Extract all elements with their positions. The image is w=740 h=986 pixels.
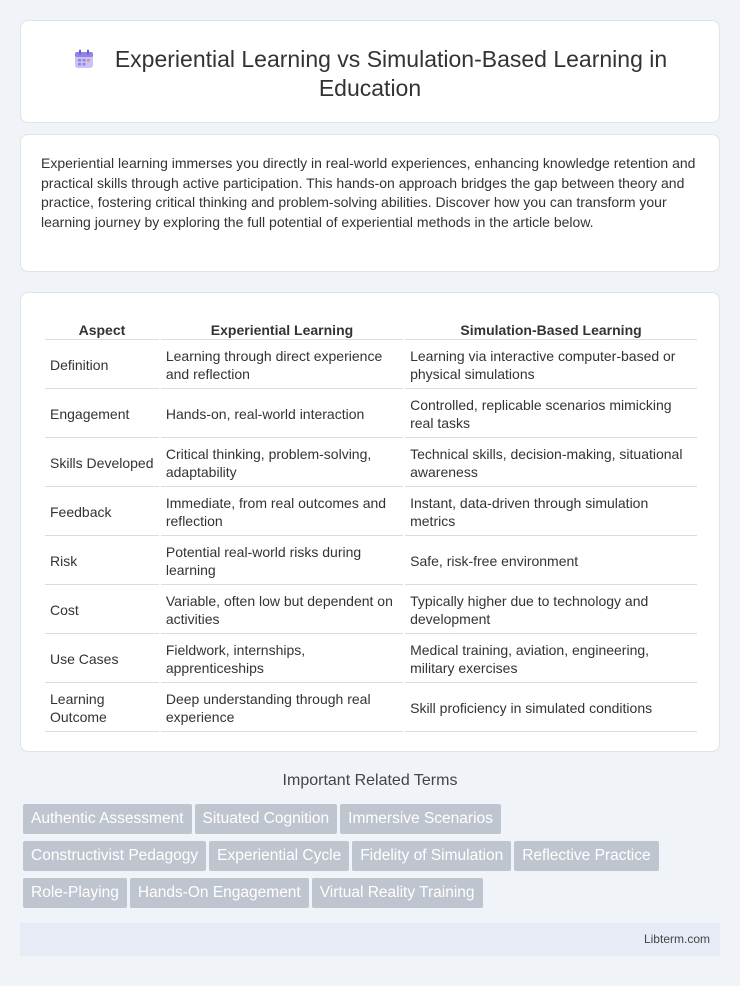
cell-aspect: Feedback <box>45 489 159 536</box>
intro-paragraph: Experiential learning immerses you directly in real-world experiences, enhancing knowledge retention and practical skills through active participation. This hands-on approach bridges the gap between theory and practice, fostering critical thinking and problem-solving abilities. Discover how you can transform your learning journey by exploring the full potential of experiential methods in the article below. <box>41 155 696 230</box>
column-header-simulation: Simulation-Based Learning <box>405 317 697 340</box>
intro-card <box>20 134 720 272</box>
related-term-tag[interactable]: Virtual Reality Training <box>312 878 483 908</box>
cell-experiential: Deep understanding through real experience <box>161 685 403 732</box>
cell-simulation: Learning via interactive computer-based or physical simulations <box>405 342 697 389</box>
table-row <box>45 440 697 487</box>
related-term-tag[interactable]: Constructivist Pedagogy <box>23 841 206 871</box>
cell-aspect: Risk <box>45 538 159 585</box>
cell-simulation: Typically higher due to technology and development <box>405 587 697 634</box>
cell-experiential: Hands-on, real-world interaction <box>161 391 403 438</box>
cell-simulation: Medical training, aviation, engineering, military exercises <box>405 636 697 683</box>
related-term-tag[interactable]: Hands-On Engagement <box>130 878 309 908</box>
page-title: Experiential Learning vs Simulation-Based Learning in Education <box>114 46 668 101</box>
cell-experiential: Critical thinking, problem-solving, adaptability <box>161 440 403 487</box>
cell-aspect: Cost <box>45 587 159 634</box>
cell-simulation: Instant, data-driven through simulation metrics <box>405 489 697 536</box>
table-row <box>45 342 697 389</box>
cell-aspect: Use Cases <box>45 636 159 683</box>
related-term-tag[interactable]: Fidelity of Simulation <box>352 841 511 871</box>
cell-experiential: Fieldwork, internships, apprenticeships <box>161 636 403 683</box>
cell-aspect: Learning Outcome <box>45 685 159 732</box>
footer-site-link[interactable]: Libterm.com <box>643 932 710 946</box>
cell-experiential: Potential real-world risks during learning <box>161 538 403 585</box>
footer <box>20 923 720 956</box>
calendar-icon <box>73 48 95 70</box>
column-header-aspect: Aspect <box>45 317 159 340</box>
related-term-tag[interactable]: Situated Cognition <box>195 804 338 834</box>
cell-experiential: Immediate, from real outcomes and reflection <box>161 489 403 536</box>
cell-simulation: Technical skills, decision-making, situational awareness <box>405 440 697 487</box>
related-term-tag[interactable]: Role-Playing <box>23 878 127 908</box>
related-term-tag[interactable]: Authentic Assessment <box>23 804 192 834</box>
related-term-tag[interactable]: Experiential Cycle <box>209 841 349 871</box>
table-row <box>45 587 697 634</box>
table-row <box>45 685 697 732</box>
cell-simulation: Skill proficiency in simulated conditions <box>405 685 697 732</box>
cell-simulation: Controlled, replicable scenarios mimicking real tasks <box>405 391 697 438</box>
table-row <box>45 489 697 536</box>
tag-row <box>23 804 723 841</box>
related-terms-heading: Important Related Terms <box>282 772 458 789</box>
comparison-table <box>43 315 699 734</box>
cell-aspect: Skills Developed <box>45 440 159 487</box>
table-row <box>45 391 697 438</box>
cell-simulation: Safe, risk-free environment <box>405 538 697 585</box>
title-card <box>20 20 720 123</box>
comparison-card <box>20 292 720 752</box>
table-row <box>45 636 697 683</box>
table-header-row <box>45 317 697 340</box>
table-row <box>45 538 697 585</box>
column-header-experiential: Experiential Learning <box>161 317 403 340</box>
related-term-tag[interactable]: Immersive Scenarios <box>340 804 501 834</box>
related-term-tag[interactable]: Reflective Practice <box>514 841 658 871</box>
cell-aspect: Definition <box>45 342 159 389</box>
cell-aspect: Engagement <box>45 391 159 438</box>
related-terms-list <box>23 804 723 915</box>
cell-experiential: Variable, often low but dependent on activities <box>161 587 403 634</box>
cell-experiential: Learning through direct experience and reflection <box>161 342 403 389</box>
tag-row <box>23 878 723 915</box>
page-title-wrap <box>21 45 719 103</box>
tag-row <box>23 841 723 878</box>
